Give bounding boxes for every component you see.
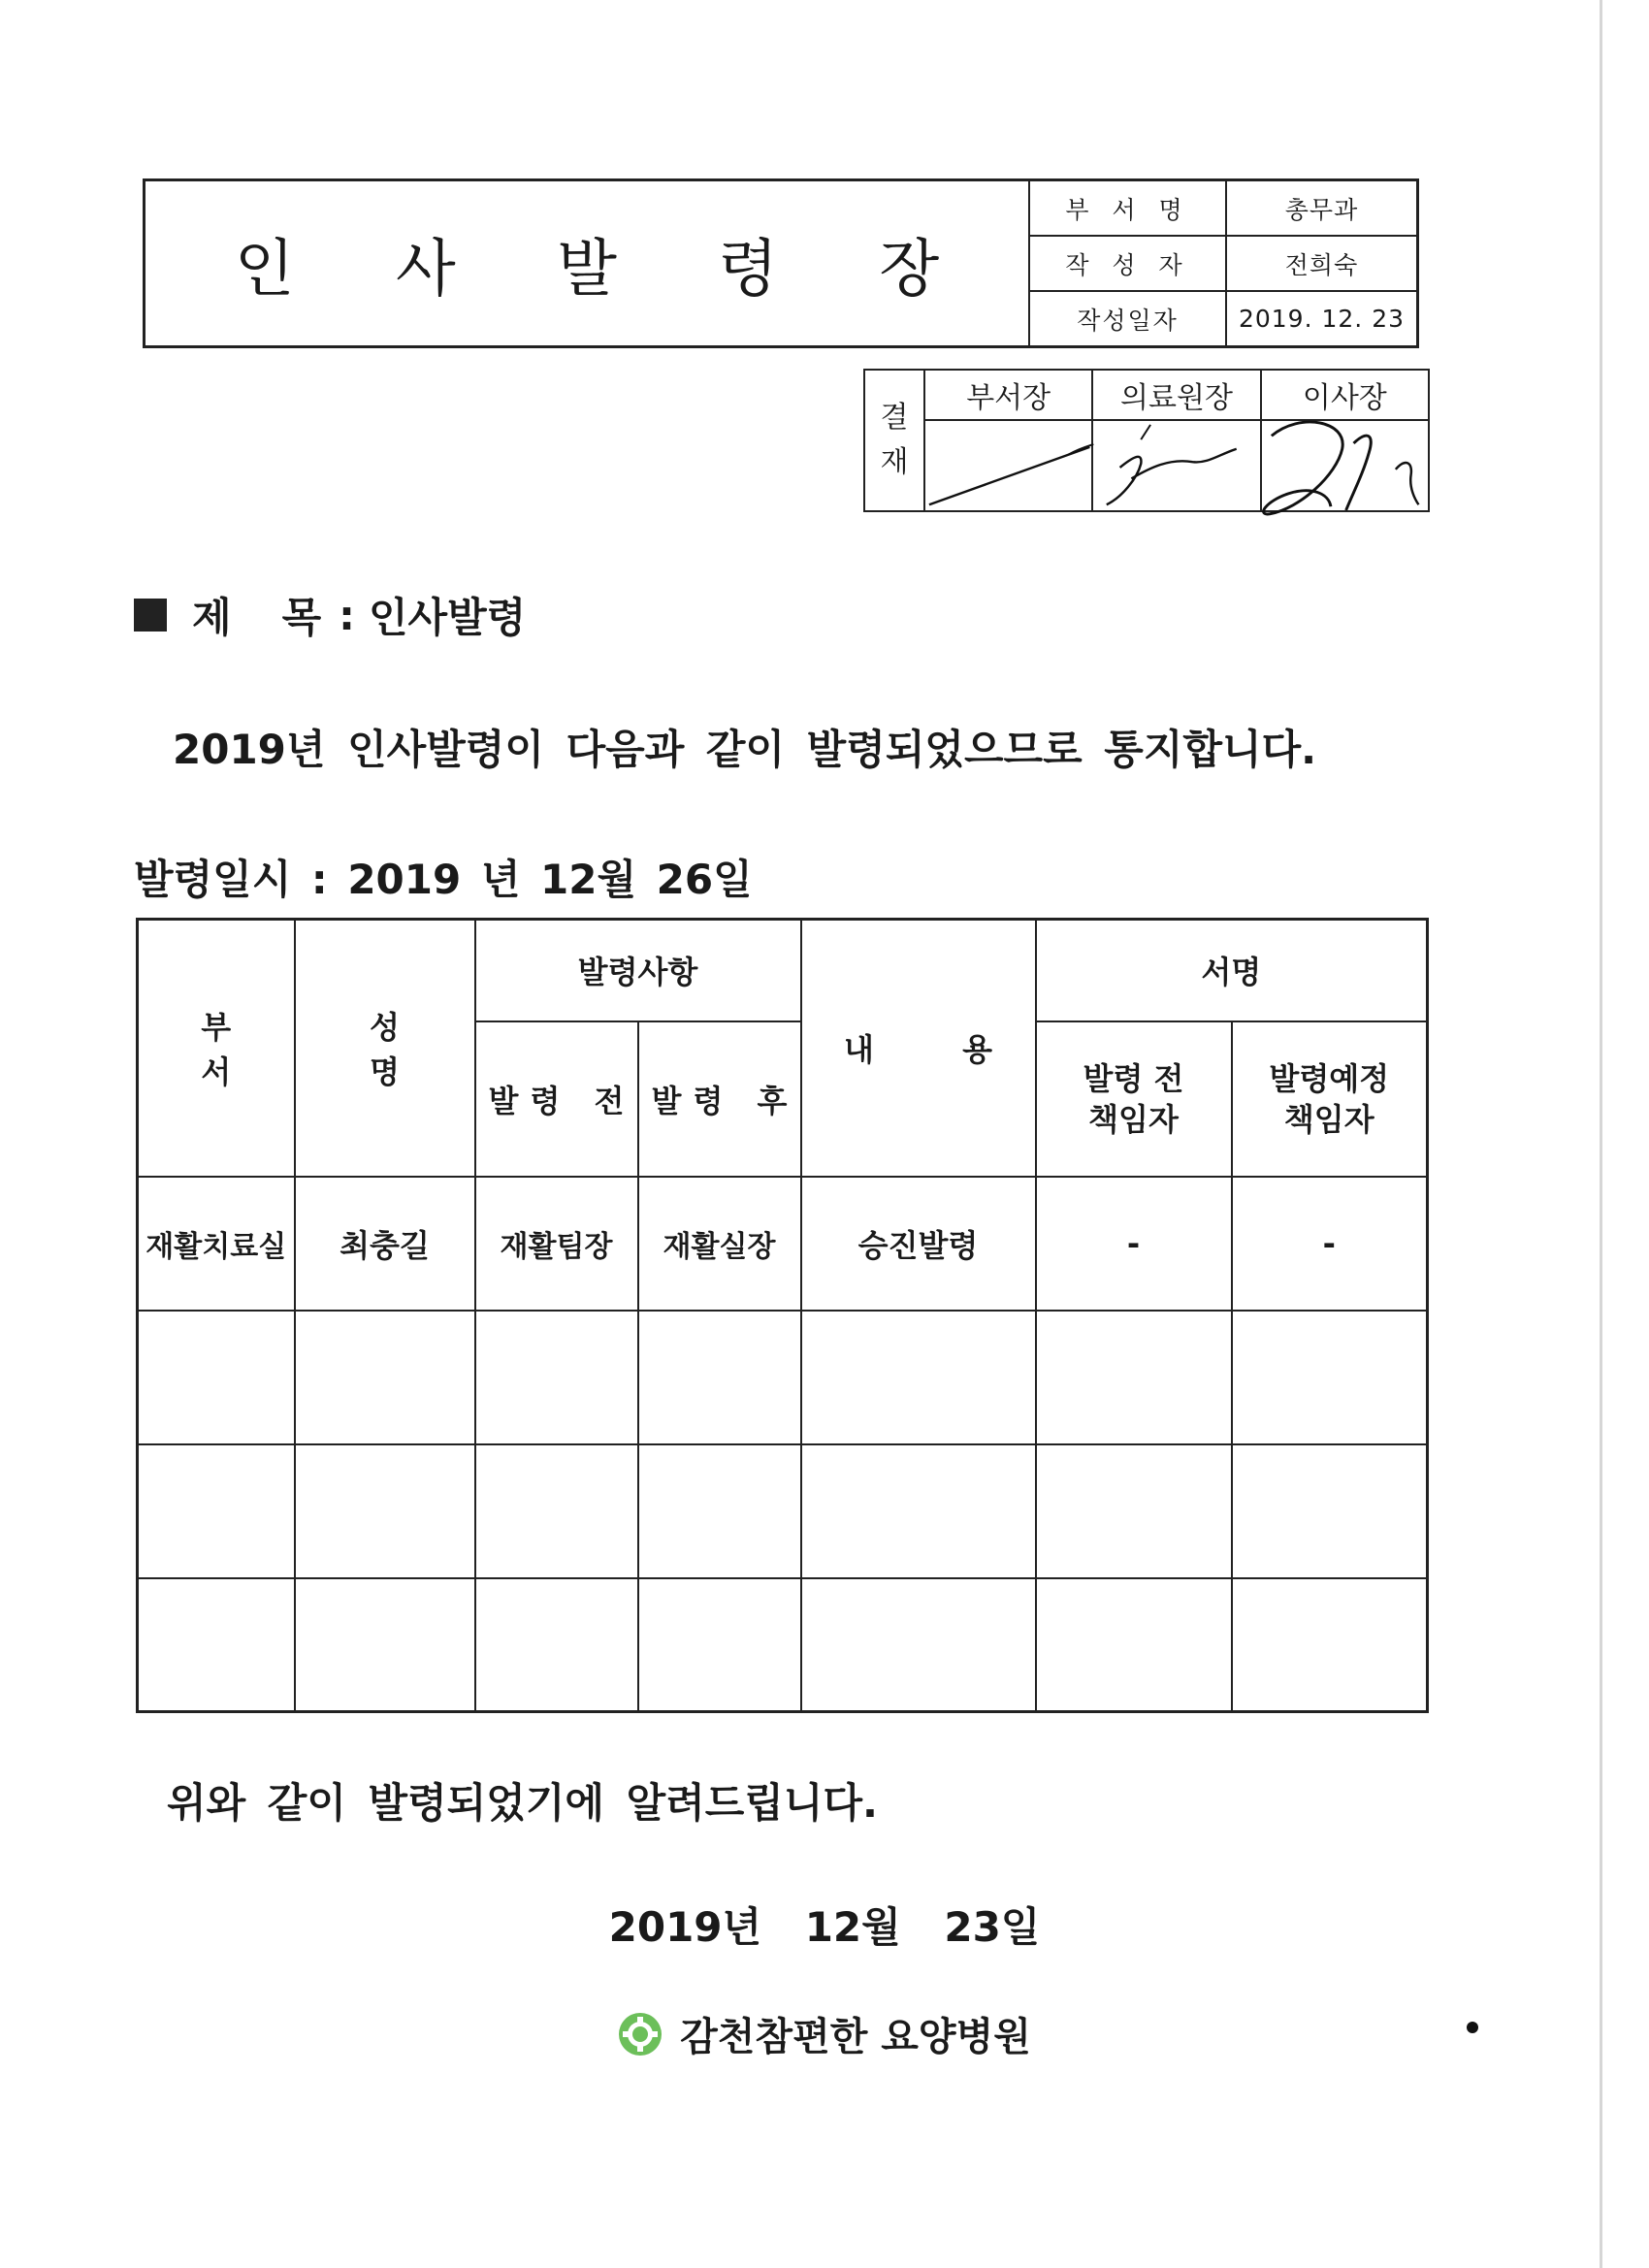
col-header-dept: 부 서 <box>138 920 295 1177</box>
sign-date: 2019년 12월 23일 <box>608 1903 1041 1951</box>
approver-director-signature <box>1093 421 1259 510</box>
approver-chairman-signature <box>1262 421 1428 510</box>
subject-value: 인사발령 <box>368 594 527 641</box>
col-header-sign-after-line2: 책임자 <box>1283 1100 1374 1138</box>
subject-label-a: 제 <box>192 594 236 641</box>
signature-stroke-1 <box>925 421 1091 510</box>
approver-chairman <box>1262 371 1428 510</box>
col-header-sign-before-line2: 책임자 <box>1088 1100 1179 1138</box>
approval-side-top: 결 <box>880 401 909 435</box>
approver-director <box>1093 371 1261 510</box>
approver-dept-head-label: 부서장 <box>925 371 1091 421</box>
subject-separator: : <box>339 591 355 639</box>
table-row-empty <box>138 1311 1428 1444</box>
info-row-date <box>1030 292 1416 345</box>
title-cell <box>146 181 1030 345</box>
col-header-before: 발령 전 <box>475 1021 638 1177</box>
author-label: 작 성 자 <box>1030 237 1227 290</box>
approver-dept-head <box>925 371 1093 510</box>
col-header-sign-after <box>1232 1021 1428 1177</box>
table-row-empty <box>138 1444 1428 1578</box>
table-header-row-1 <box>138 920 1428 1021</box>
col-header-sign-before <box>1036 1021 1232 1177</box>
col-header-name: 성 명 <box>295 920 475 1177</box>
issue-date: 발령일시 : 2019 년 12월 26일 <box>134 856 753 903</box>
subject-label-b: 목 <box>281 594 326 641</box>
dept-value: 총무과 <box>1284 195 1359 224</box>
approval-box <box>863 369 1430 512</box>
hospital-logo-icon <box>618 2012 663 2057</box>
date-value: 2019. 12. 23 <box>1238 305 1406 333</box>
approval-side-bottom: 재 <box>880 445 909 479</box>
info-row-dept <box>1030 181 1416 237</box>
row-after: 재활실장 <box>638 1177 801 1311</box>
row-sign-after: - <box>1232 1177 1428 1311</box>
row-dept: 재활치료실 <box>138 1177 295 1311</box>
table-row-empty <box>138 1578 1428 1712</box>
col-header-content: 내 용 <box>801 920 1036 1177</box>
col-header-after: 발령 후 <box>638 1021 801 1177</box>
subject-label <box>192 586 325 644</box>
row-content: 승진발령 <box>801 1177 1036 1311</box>
document-title: 인 사 발 령 장 <box>234 233 981 306</box>
dept-label: 부 서 명 <box>1030 181 1227 235</box>
personnel-order-table <box>136 918 1429 1713</box>
document-header <box>143 178 1419 348</box>
approver-director-label: 의료원장 <box>1093 371 1259 421</box>
bullet-square-icon <box>134 599 167 632</box>
author-value: 전희숙 <box>1284 250 1359 279</box>
issuer-name: 감천참편한 요양병원 <box>680 2015 1031 2059</box>
info-row-author <box>1030 237 1416 292</box>
approver-chairman-label: 이사장 <box>1262 371 1428 421</box>
subject-line <box>134 586 526 644</box>
col-header-order-group: 발령사항 <box>475 920 801 1021</box>
date-label: 작성일자 <box>1030 292 1227 345</box>
issuer <box>0 2006 1649 2061</box>
scan-dot-mark <box>1467 2022 1478 2033</box>
approver-dept-head-signature <box>925 421 1091 510</box>
col-header-sign-group: 서명 <box>1036 920 1428 1021</box>
col-header-sign-after-line1: 발령예정 <box>1269 1059 1390 1097</box>
approval-side-label <box>865 371 925 510</box>
row-name: 최충길 <box>295 1177 475 1311</box>
signature-stroke-2 <box>1093 421 1259 510</box>
intro-text: 2019년 인사발령이 다음과 같이 발령되었으므로 통지합니다. <box>173 726 1317 773</box>
table-row <box>138 1177 1428 1311</box>
col-header-sign-before-line1: 발령 전 <box>1083 1059 1184 1097</box>
row-before: 재활팀장 <box>475 1177 638 1311</box>
header-info <box>1030 181 1416 345</box>
row-sign-before: - <box>1036 1177 1232 1311</box>
signature-stroke-3 <box>1262 421 1428 510</box>
closing-text: 위와 같이 발령되었기에 알려드립니다. <box>167 1779 878 1827</box>
